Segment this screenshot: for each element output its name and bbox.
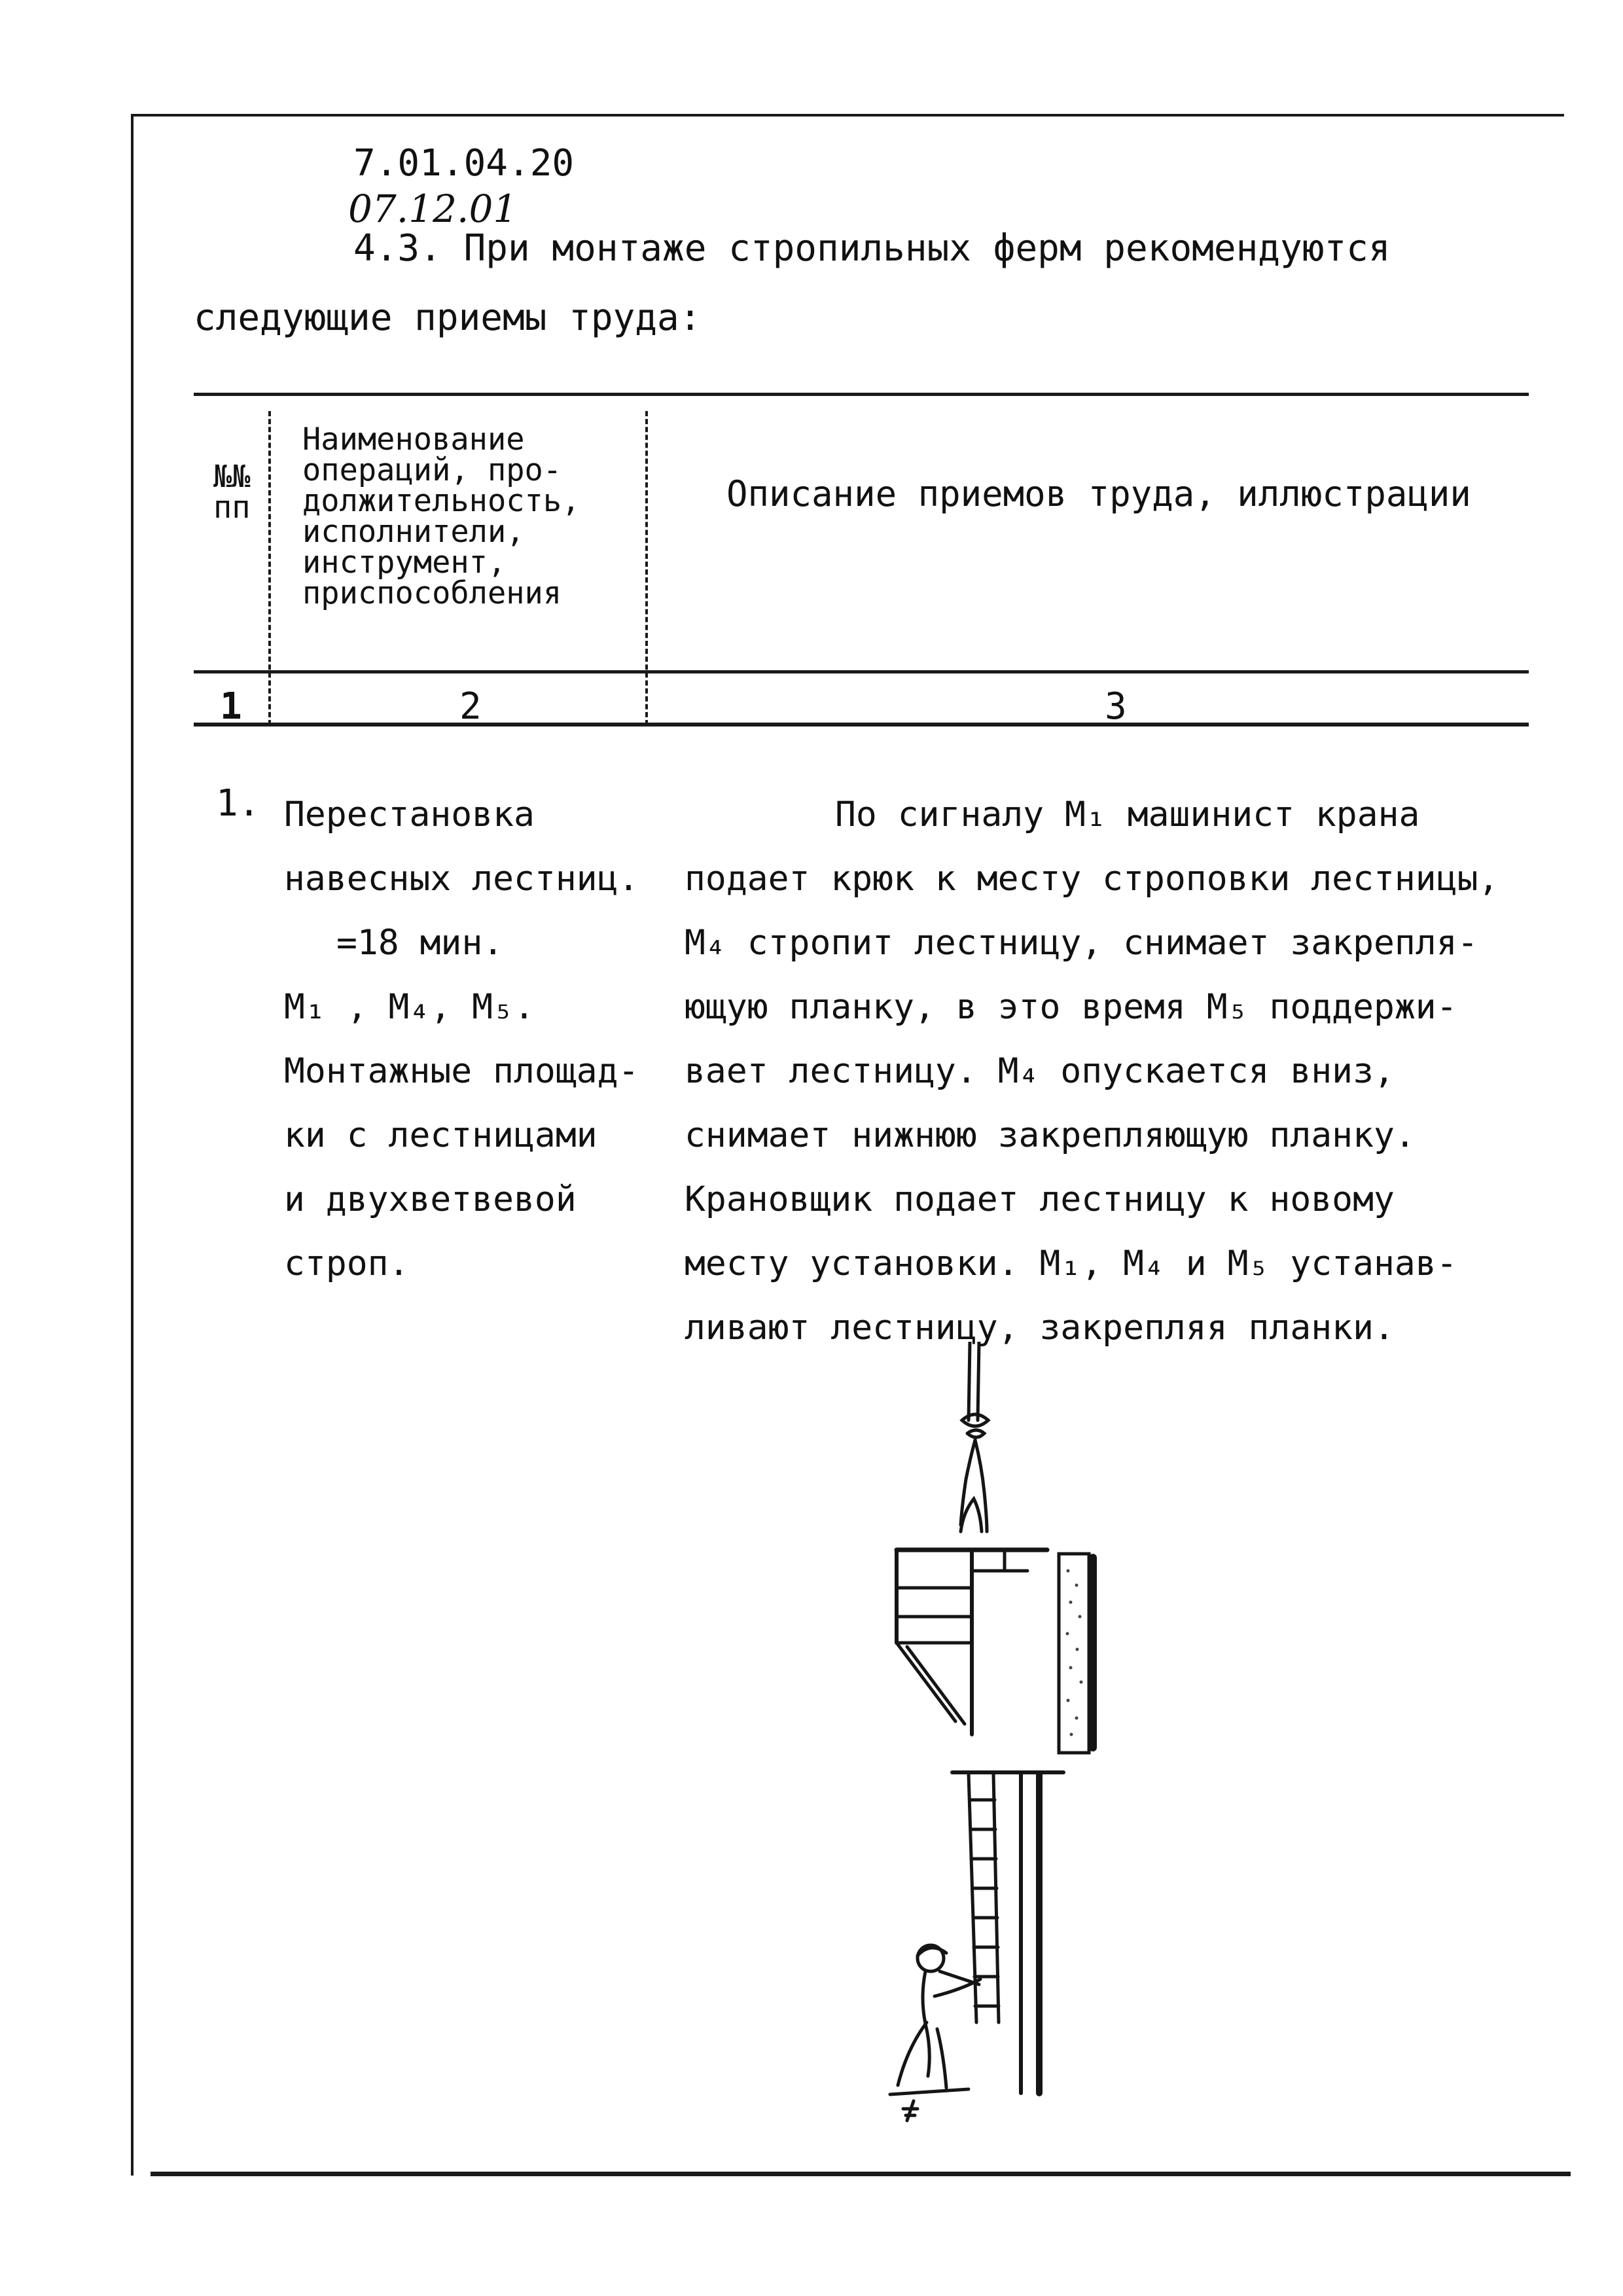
operation-name-line: и двухветвевой (284, 1179, 577, 1219)
crane-hook-icon (961, 1342, 988, 1532)
operation-name-cell (284, 783, 639, 1296)
description-line: М₄ стропит лестницу, снимает закрепля- (685, 923, 1478, 963)
operation-name-line: ки с лестницами (284, 1115, 597, 1155)
description-line: подает крюк к месту строповки лестницы, (685, 859, 1499, 899)
operation-name-line: навесных лестниц. (284, 859, 639, 899)
operation-name-line: строп. (284, 1244, 410, 1283)
document-date: 07.12.01 (348, 187, 518, 231)
description-line: снимает нижнюю закрепляющую планку. (685, 1115, 1416, 1155)
intro-line-1: 4.3. При монтаже стропильных ферм рекомендуются (353, 227, 1391, 270)
frame-top-line (131, 114, 1564, 117)
col-number-3: 3 (1105, 685, 1127, 728)
document-code: 7.01.04.20 (353, 142, 575, 185)
col-separator-1 (268, 411, 271, 725)
ladder-rearrangement-illustration (877, 1342, 1113, 2127)
col-separator-2 (645, 411, 648, 725)
frame-bottom-line (151, 2172, 1571, 2176)
header-description: Описание приемов труда, иллюстрации (726, 473, 1471, 514)
operation-workers: М₁ , М₄, М₅. (284, 987, 535, 1027)
col-number-1: 1 (220, 685, 242, 728)
description-line: ющую планку, в это время М₅ поддержи- (685, 987, 1457, 1027)
operation-duration: =18 мин. (336, 923, 504, 963)
worker-figure-icon (890, 1945, 980, 2121)
wall-column-upper (1059, 1554, 1093, 1753)
table-header-rule (194, 670, 1529, 673)
description-line: вает лестницу. М₄ опускается вниз, (685, 1051, 1395, 1091)
description-line: По сигналу М₁ машинист крана (835, 795, 1420, 834)
table-colnum-rule (194, 723, 1529, 726)
intro-line-2: следующие приемы труда: (194, 296, 702, 339)
description-line: ливают лестницу, закрепляя планки. (685, 1308, 1395, 1348)
operation-name-line: Монтажные площад- (284, 1051, 639, 1091)
description-cell (685, 783, 1499, 1360)
hanging-ladder-platform (897, 1550, 1047, 1734)
col-number-2: 2 (459, 685, 482, 728)
wall-column-lower (952, 1772, 1063, 2093)
header-operation-name: Наименование операций, про- должительность, исполнители, инструмент, приспособления (302, 422, 580, 611)
operation-name-line: Перестановка (284, 795, 535, 834)
description-line: Крановщик подает лестницу к новому (685, 1179, 1395, 1219)
row-number: 1. (216, 782, 260, 825)
header-num: №№ пп (213, 459, 251, 526)
frame-left-line (131, 114, 134, 2176)
table-top-rule (194, 393, 1529, 396)
description-line: месту установки. М₁, М₄ и М₅ устанав- (685, 1244, 1457, 1283)
